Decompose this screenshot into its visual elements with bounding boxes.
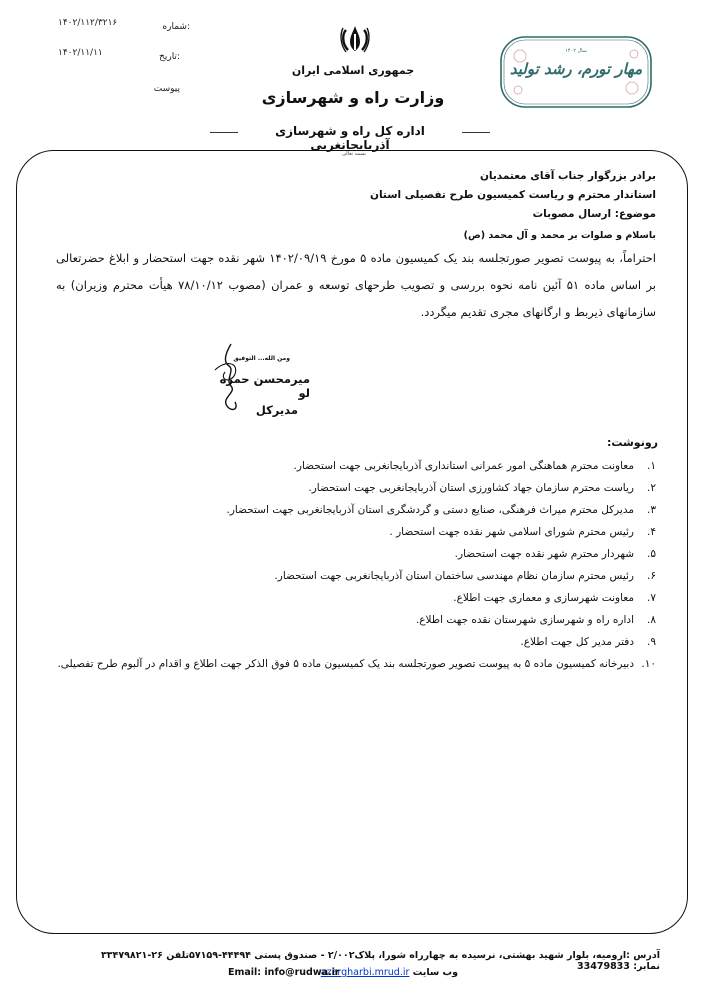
- slogan-logo: [500, 36, 652, 108]
- number-label: شماره:: [162, 22, 190, 32]
- list-item-text: رئیس محترم شورای اسلامی شهر نقده جهت استحضار .: [389, 526, 634, 538]
- letter-number: ۱۴۰۲/۱۱۲/۳۲۱۶: [58, 18, 118, 28]
- letter-date: ۱۴۰۲/۱۱/۱۱: [58, 48, 103, 58]
- salutation: باسلام و صلوات بر محمد و آل محمد (ص): [463, 230, 656, 241]
- department-title: اداره کل راه و شهرسازی آذربایجانغربی: [275, 124, 425, 152]
- footer-address: آدرس :ارومیه، بلوار شهید بهشتی، نرسیده به چهارراه شورا، پلاک۲/۰۰۲ - صندوق پستی ۴۴۴۹۴-۵۷۱۵۹تلفن ۲۶-۳۳۴۷۹۸۲۱ نمابر: 33479833: [100, 950, 660, 972]
- list-item: [56, 455, 656, 477]
- list-item-number: ۸.: [647, 614, 656, 626]
- list-item-text: رئیس محترم سازمان نظام مهندسی ساختمان استان آذربایجانغربی جهت استحضار.: [274, 570, 634, 582]
- website-link[interactable]: azargharbi.mrud.ir: [320, 967, 410, 978]
- footer-email[interactable]: Email: info@rudwa.ir: [228, 967, 340, 978]
- list-item: [56, 565, 656, 587]
- list-item: [56, 521, 656, 543]
- list-item-text: اداره راه و شهرسازی شهرستان نقده جهت اطلاع.: [415, 614, 634, 626]
- list-item-number: ۴.: [647, 526, 656, 538]
- bismillah: بسمه تعالی: [341, 151, 367, 157]
- letter-body: احتراماً، به پیوست تصویر صورتجلسه بند یک کمیسیون ماده ۵ مورخ ۱۴۰۲/۰۹/۱۹ شهر نقده جهت استحضار و ابلاغ حضرتعالی بر اساس ماده ۵۱ آئین نامه نحوه بررسی و تصویب طرحهای توسعه و عمران (مصوب ۷۸/۱۰/۱۲ هیأت محترم وزیران) به سازمانهای ذیربط و ارگانهای مجری تقدیم میگردد.: [56, 251, 656, 319]
- list-item-text: معاونت محترم هماهنگی امور عمرانی استانداری آذربایجانغربی جهت استحضار.: [293, 460, 634, 472]
- list-item: [56, 499, 656, 521]
- list-item-number: ۳.: [647, 504, 656, 516]
- list-item-number: ۲.: [647, 482, 656, 494]
- signatory-title: مدیرکل: [255, 403, 298, 417]
- list-item-number: ۹.: [647, 636, 656, 648]
- list-item-number: ۱۰.: [641, 658, 656, 670]
- list-item-text: ریاست محترم سازمان جهاد کشاورزی استان آذربایجانغربی جهت استحضار.: [308, 482, 634, 494]
- signatory-name: میرمحسن حمزه لو: [219, 372, 310, 400]
- list-item-number: ۵.: [647, 548, 656, 560]
- attachment-label: پیوست: [153, 84, 180, 94]
- department-row: [210, 124, 490, 152]
- cc-heading: رونوشت:: [606, 436, 658, 449]
- ministry-title: وزارت راه و شهرسازی: [261, 88, 445, 107]
- slogan-text: مهار تورم، رشد تولید: [509, 60, 643, 78]
- list-item-number: ۱.: [647, 460, 656, 472]
- list-item-number: ۶.: [647, 570, 656, 582]
- list-item-text: دفتر مدیر کل جهت اطلاع.: [520, 636, 634, 648]
- iran-emblem-icon: [338, 24, 372, 54]
- republic-title: جمهوری اسلامی ایران: [291, 64, 415, 77]
- list-item-text: دبیرخانه کمیسیون ماده ۵ به پیوست تصویر صورتجلسه بند یک کمیسیون ماده ۵ فوق الذکر جهت اطلاع و اقدام در آلبوم طرح تفصیلی.: [57, 658, 634, 670]
- slogan-year: سال ۱۴۰۲: [565, 48, 587, 54]
- list-item: [56, 653, 656, 675]
- website-label: وب سایت: [412, 967, 458, 978]
- list-item: [56, 609, 656, 631]
- list-item-text: معاونت شهرسازی و معماری جهت اطلاع.: [453, 592, 634, 604]
- recipient-line-1: برادر بزرگوار جناب آقای معتمدیان: [479, 170, 656, 182]
- list-item: [56, 543, 656, 565]
- signature-closing: ومن الله... التوفیق: [233, 355, 290, 362]
- list-item-text: شهردار محترم شهر نقده جهت استحضار.: [454, 548, 634, 560]
- list-item: [56, 631, 656, 653]
- recipient-line-2: استاندار محترم و ریاست کمیسیون طرح تفصیلی استان: [370, 189, 656, 201]
- date-label: تاریخ:: [159, 52, 180, 62]
- list-item-text: مدیرکل محترم میراث فرهنگی، صنایع دستی و گردشگری استان آذربایجانغربی جهت استحضار.: [226, 504, 634, 516]
- list-item: [56, 587, 656, 609]
- subject-line: موضوع: ارسال مصوبات: [532, 208, 656, 220]
- list-item-number: ۷.: [647, 592, 656, 604]
- cc-list: [56, 455, 656, 675]
- list-item: [56, 477, 656, 499]
